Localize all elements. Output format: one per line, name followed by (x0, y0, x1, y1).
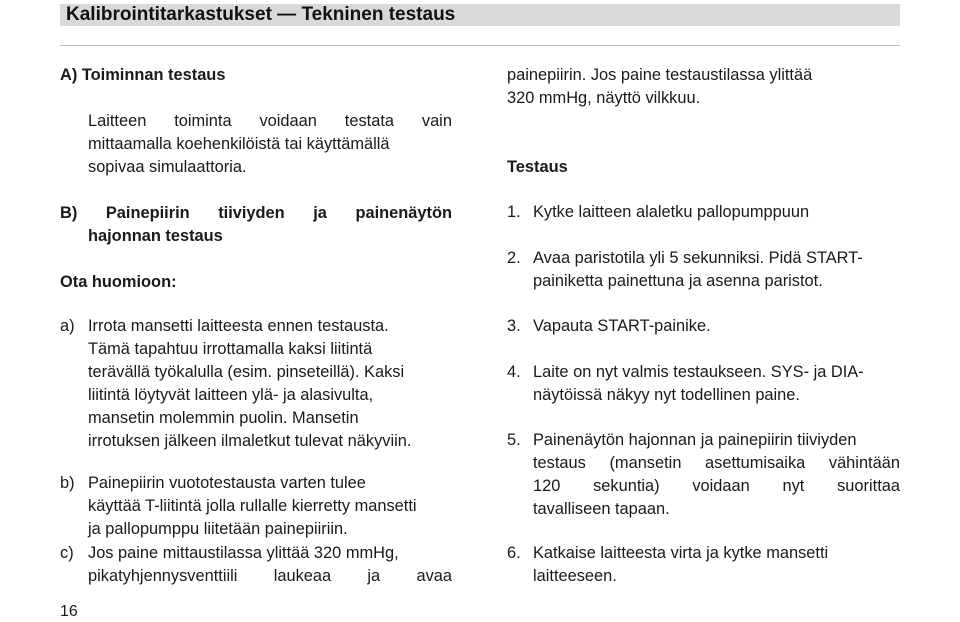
step-line: Katkaise laitteesta virta ja kytke mansetti (533, 544, 829, 562)
header-rule (60, 45, 900, 46)
page-title: Kalibrointitarkastukset — Tekninen testaus (66, 4, 456, 25)
step-line: testaus (mansetin asettumisaika vähintään (533, 454, 900, 472)
item-b-line: käyttää T-liitintä jolla rullalle kierretty mansetti (88, 497, 417, 515)
item-a-line: Irrota mansetti laitteesta ennen testausta. (88, 317, 389, 335)
section-b-heading-cont: hajonnan testaus (88, 227, 223, 245)
item-a-line: mansetin molemmin puolin. Mansetin (88, 409, 359, 427)
step-line: Vapauta START-painike. (533, 317, 711, 335)
section-b-heading: B) Painepiirin tiiviyden ja painenäytön (60, 204, 452, 222)
step-number: 3. (507, 317, 521, 335)
step-number: 5. (507, 431, 521, 449)
item-a-marker: a) (60, 317, 75, 335)
item-b-line: ja pallopumppu liitetään painepiiriin. (88, 520, 348, 538)
step-line: painiketta painettuna ja asenna paristot. (533, 272, 823, 290)
section-a-heading: A) Toiminnan testaus (60, 66, 226, 84)
item-c-line: pikatyhjennysventtiili laukeaa ja avaa (88, 567, 452, 585)
section-a-line: mittaamalla koehenkilöistä tai käyttämällä (88, 135, 390, 153)
continuation-line: 320 mmHg, näyttö vilkkuu. (507, 89, 701, 107)
section-a-line: Laitteen toiminta voidaan testata vain (88, 112, 452, 130)
step-line: laitteeseen. (533, 567, 617, 585)
page-number: 16 (60, 603, 78, 620)
continuation-line: painepiirin. Jos paine testaustilassa ylittää (507, 66, 813, 84)
item-a-line: irrotuksen jälkeen ilmaletkut tulevat näkyviin. (88, 432, 412, 450)
item-a-line: liitintä löytyvät laitteen ylä- ja alasivulta, (88, 386, 374, 404)
item-a-line: Tämä tapahtuu irrottamalla kaksi liitintä (88, 340, 373, 358)
step-line: Avaa paristotila yli 5 sekunniksi. Pidä START- (533, 249, 863, 267)
step-line: Kytke laitteen alaletku pallopumppuun (533, 203, 810, 221)
testaus-heading: Testaus (507, 158, 568, 176)
section-a-line: sopivaa simulaattoria. (88, 158, 247, 176)
step-number: 6. (507, 544, 521, 562)
item-a-line: terävällä työkalulla (esim. pinseteillä). Kaksi (88, 363, 405, 381)
step-number: 2. (507, 249, 521, 267)
note-heading: Ota huomioon: (60, 273, 177, 291)
item-b-line: Painepiirin vuototestausta varten tulee (88, 474, 366, 492)
step-line: Painenäytön hajonnan ja painepiirin tiiviyden (533, 431, 857, 449)
item-c-line: Jos paine mittaustilassa ylittää 320 mmHg, (88, 544, 399, 562)
step-number: 4. (507, 363, 521, 381)
step-line: tavalliseen tapaan. (533, 500, 670, 518)
step-number: 1. (507, 203, 521, 221)
step-line: näytöissä näkyy nyt todellinen paine. (533, 386, 800, 404)
step-line: Laite on nyt valmis testaukseen. SYS- ja DIA- (533, 363, 864, 381)
item-c-marker: c) (60, 544, 74, 562)
step-line: 120 sekuntia) voidaan nyt suorittaa (533, 477, 900, 495)
item-b-marker: b) (60, 474, 75, 492)
